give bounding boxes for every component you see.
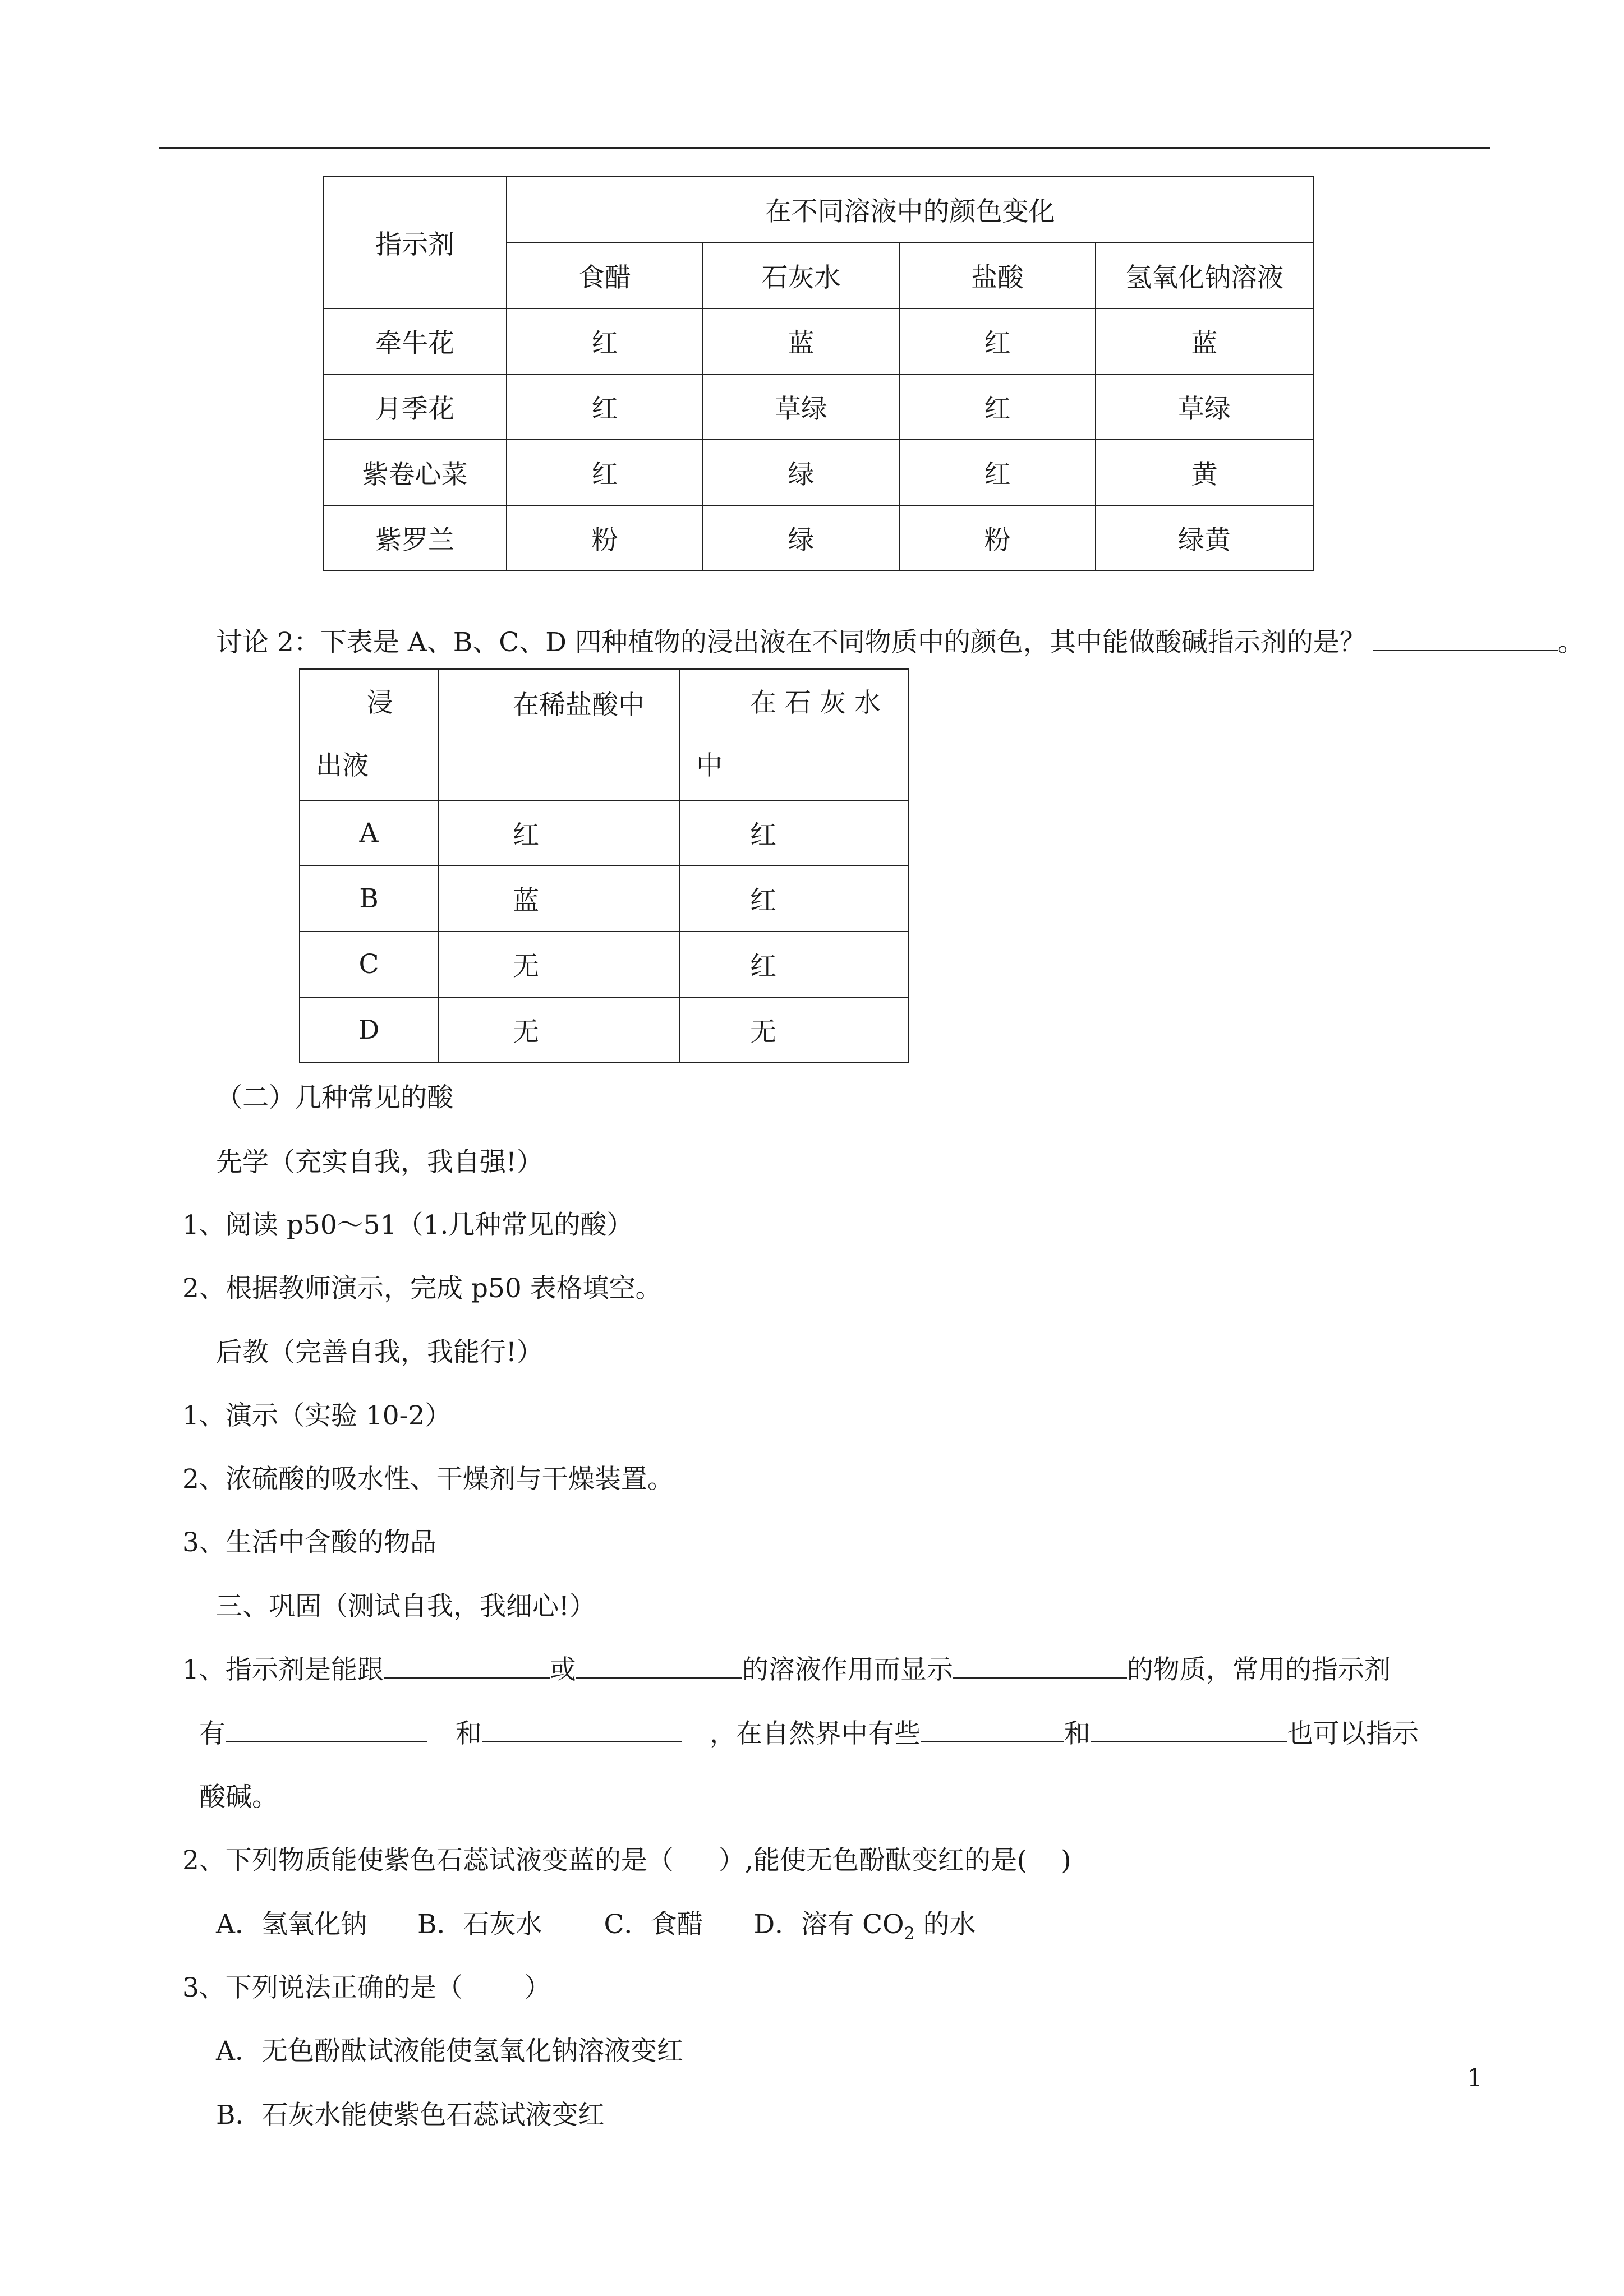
table1-cell: 红 xyxy=(899,440,1096,505)
table2-header-lime-line1: 在 石 灰 水 xyxy=(750,688,881,718)
extract-color-table xyxy=(299,668,909,1063)
table1-col-header: 盐酸 xyxy=(899,243,1096,308)
table2-header-acid xyxy=(438,669,680,800)
q1-blank-3[interactable] xyxy=(953,1655,1127,1679)
page-number: 1 xyxy=(1467,2064,1483,2092)
q1-blank-1[interactable] xyxy=(384,1655,550,1679)
q1-text-f: 和 xyxy=(456,1718,482,1749)
q2-option-d-pre: D．溶有 CO xyxy=(753,1909,904,1940)
table1-col-header: 氢氧化钠溶液 xyxy=(1096,243,1313,308)
q2-option-d-sub: 2 xyxy=(904,1924,915,1944)
table1-cell: 草绿 xyxy=(703,374,899,440)
table2-cell: 无 xyxy=(438,932,680,997)
table1-cell: 红 xyxy=(507,440,703,505)
q1-blank-6[interactable] xyxy=(921,1719,1064,1742)
table2-cell: 红 xyxy=(680,800,908,866)
q3-close: ） xyxy=(524,1972,551,2003)
table1-group-header: 在不同溶液中的颜色变化 xyxy=(507,176,1313,243)
discussion-2-text: 讨论 2：下表是 A、B、C、D 四种植物的浸出液在不同物质中的颜色，其中能做酸碱指示剂的是？ xyxy=(216,627,1366,658)
table1-cell: 绿黄 xyxy=(1096,505,1313,571)
table2-cell: 红 xyxy=(438,800,680,866)
discussion-2-end: 。 xyxy=(1557,627,1584,658)
table1-indicator-header: 指示剂 xyxy=(323,176,507,308)
table1-col-header: 石灰水 xyxy=(703,243,899,308)
q1-text-h: 和 xyxy=(1064,1718,1091,1749)
table2-header-lime-line2: 中 xyxy=(696,750,723,781)
q2-text-a: 2、下列物质能使紫色石蕊试液变蓝的是（ xyxy=(182,1845,674,1876)
question-3 xyxy=(182,1971,551,2005)
table1-cell: 绿 xyxy=(703,440,899,505)
q2-option-d[interactable] xyxy=(753,1909,976,1944)
q1-text-g: ，在自然界中有些 xyxy=(710,1718,921,1749)
header-rule xyxy=(159,147,1490,149)
prelearn-item-1: 1、阅读 p50～51（1.几种常见的酸） xyxy=(182,1210,633,1241)
prelearn-heading: 先学（充实自我，我自强!） xyxy=(216,1147,543,1178)
q1-text-a: 1、指示剂是能跟 xyxy=(182,1654,384,1685)
q3-text: 3、下列说法正确的是（ xyxy=(182,1972,463,2003)
table2-cell: 无 xyxy=(680,997,908,1063)
q1-blank-2[interactable] xyxy=(576,1655,742,1679)
question-1-line-3: 酸碱。 xyxy=(199,1782,278,1813)
prelearn-item-2: 2、根据教师演示，完成 p50 表格填空。 xyxy=(182,1273,662,1304)
table2-cell: 红 xyxy=(680,932,908,997)
q3-option-a[interactable]: A．无色酚酞试液能使氢氧化钠溶液变红 xyxy=(216,2036,683,2067)
table1-cell: 黄 xyxy=(1096,440,1313,505)
table-row xyxy=(300,800,908,866)
table1-cell: 红 xyxy=(507,308,703,374)
q2-text-c: ) xyxy=(1061,1845,1071,1876)
table1-cell: 粉 xyxy=(507,505,703,571)
q1-blank-4[interactable] xyxy=(226,1719,427,1742)
postteach-item-2: 2、浓硫酸的吸水性、干燥剂与干燥装置。 xyxy=(182,1464,674,1495)
q1-text-e: 有 xyxy=(199,1718,226,1749)
table1-cell: 红 xyxy=(899,374,1096,440)
table2-row-label: C xyxy=(300,932,438,997)
table2-row-label: A xyxy=(300,800,438,866)
q2-text-b: ）,能使无色酚酞变红的是( xyxy=(718,1845,1028,1876)
table2-header-extract-line1: 浸 xyxy=(367,688,393,718)
question-2 xyxy=(182,1844,1071,1878)
table-row xyxy=(323,374,1313,440)
postteach-heading: 后教（完善自我，我能行!） xyxy=(216,1337,543,1368)
table1-cell: 草绿 xyxy=(1096,374,1313,440)
table2-header-lime xyxy=(680,669,908,800)
q2-option-d-post: 的水 xyxy=(914,1909,976,1940)
q2-option-a[interactable]: A．氢氧化钠 xyxy=(216,1909,367,1940)
table1-row-name: 牵牛花 xyxy=(323,308,507,374)
table2-header-acid-label: 在稀盐酸中 xyxy=(513,690,645,721)
table2-cell: 蓝 xyxy=(438,866,680,932)
table-row xyxy=(300,932,908,997)
table1-cell: 蓝 xyxy=(1096,308,1313,374)
section-3-title: 三、巩固（测试自我，我细心!） xyxy=(216,1591,596,1622)
table1-col-header: 食醋 xyxy=(507,243,703,308)
table1-row-name: 紫罗兰 xyxy=(323,505,507,571)
question-2-options xyxy=(216,1908,976,1951)
table1-cell: 红 xyxy=(899,308,1096,374)
table2-header-extract xyxy=(300,669,438,800)
q1-text-i: 也可以指示 xyxy=(1287,1718,1419,1749)
q1-text-b: 或 xyxy=(549,1654,576,1685)
q2-option-b[interactable]: B．石灰水 xyxy=(417,1909,542,1940)
table1-row-name: 紫卷心菜 xyxy=(323,440,507,505)
answer-blank[interactable] xyxy=(1373,628,1558,651)
table-row xyxy=(323,308,1313,374)
table-row xyxy=(323,505,1313,571)
table2-cell: 无 xyxy=(438,997,680,1063)
table2-row-label: D xyxy=(300,997,438,1063)
table1-cell: 蓝 xyxy=(703,308,899,374)
section-2-title: （二）几种常见的酸 xyxy=(216,1082,453,1113)
q2-option-c[interactable]: C．食醋 xyxy=(604,1909,703,1940)
postteach-item-1: 1、演示（实验 10-2） xyxy=(182,1400,452,1431)
question-1-line-1 xyxy=(182,1653,1391,1687)
table-row xyxy=(300,866,908,932)
table-row xyxy=(323,440,1313,505)
indicator-color-table xyxy=(323,176,1314,571)
q3-option-b[interactable]: B．石灰水能使紫色石蕊试液变红 xyxy=(216,2100,605,2131)
table2-row-label: B xyxy=(300,866,438,932)
table2-cell: 红 xyxy=(680,866,908,932)
discussion-2 xyxy=(216,626,1584,660)
table1-row-name: 月季花 xyxy=(323,374,507,440)
table1-cell: 红 xyxy=(507,374,703,440)
table1-cell: 绿 xyxy=(703,505,899,571)
table1-cell: 粉 xyxy=(899,505,1096,571)
q1-blank-7[interactable] xyxy=(1091,1719,1287,1742)
table2-header-extract-line2: 出液 xyxy=(316,750,369,781)
question-1-line-2 xyxy=(199,1717,1419,1751)
postteach-item-3: 3、生活中含酸的物品 xyxy=(182,1527,436,1558)
table-row xyxy=(300,997,908,1063)
q1-text-c: 的溶液作用而显示 xyxy=(742,1654,953,1685)
q1-blank-5[interactable] xyxy=(482,1719,682,1742)
q1-text-d: 的物质，常用的指示剂 xyxy=(1126,1654,1391,1685)
